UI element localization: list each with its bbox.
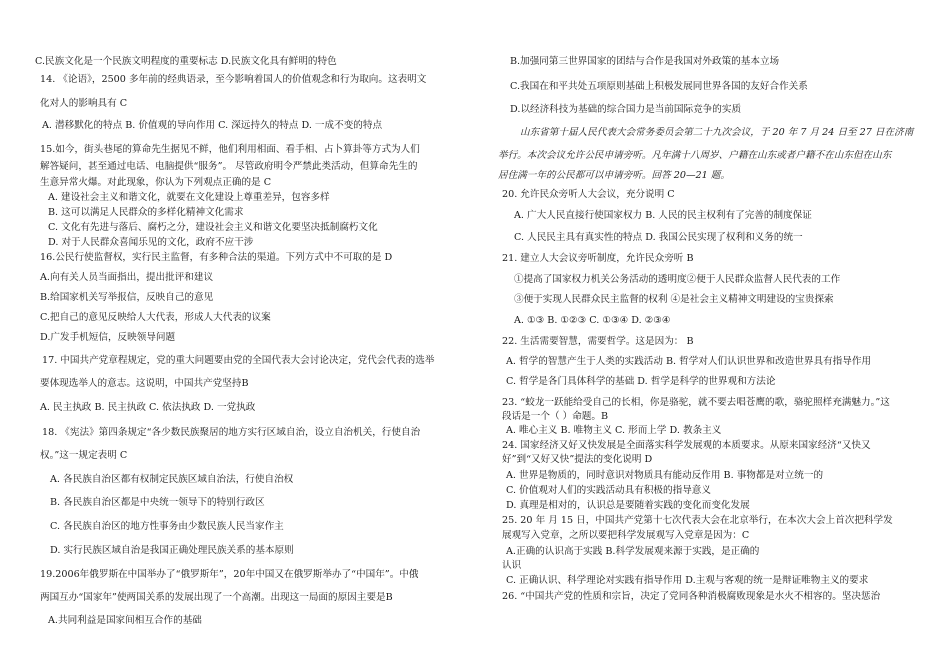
- right-line: D.以经济科技为基础的综合国力是当前国际竞争的实质: [510, 104, 742, 115]
- left-line: A. 潜移默化的特点 B. 价值观的导向作用 C. 深远持久的特点 D. 一成不变的特点: [42, 120, 383, 131]
- right-line: 24. 国家经济又好又快发展是全面落实科学发展观的本质要求。从原来国家经济“又快又: [502, 440, 871, 451]
- right-line: D. 真理是相对的，认识总是要随着实践的变化而变化发展: [506, 500, 750, 511]
- passage-line: 山东省第十届人民代表大会常务委员会第二十九次会议，于 20 年 7 月 24 日至 27 日在济南: [520, 127, 914, 138]
- left-line: 17. 中国共产党章程规定，党的重大问题要由党的全国代表大会讨论决定，党代会代表的选举: [42, 355, 435, 366]
- passage-line: 居住满一年的公民都可以申请旁听。回答 20—21 题。: [498, 170, 730, 181]
- right-line: C. 价值观对人们的实践活动具有积极的指导意义: [506, 485, 711, 496]
- left-line: 19.2006年俄罗斯在中国举办了“俄罗斯年”，20年中国又在俄罗斯举办了“中国年”。中俄: [40, 569, 419, 580]
- left-line: 14. 《论语》，2500 多年前的经典语录，至今影响着国人的价值观念和行为取向。这表明文: [40, 74, 427, 85]
- right-line: ③便于实现人民群众民主监督的权利 ④是社会主义精神文明建设的宝贵探索: [514, 294, 834, 305]
- left-line: C.民族文化是一个民族文明程度的重要标志 D.民族文化具有鲜明的特色: [35, 56, 337, 67]
- right-line: 展观写入党章，之所以要把科学发展观写入党章是因为：C: [502, 530, 750, 541]
- passage-line: 举行。本次会议允许公民申请旁听。凡年满十八周岁、户籍在山东或者户籍不在山东但在山东: [498, 150, 892, 161]
- left-line: B.给国家机关写举报信，反映自己的意见: [40, 292, 214, 303]
- left-line: D.广发手机短信，反映领导问题: [40, 332, 176, 343]
- left-line: C.把自己的意见反映给人大代表，形成人大代表的议案: [40, 312, 271, 323]
- left-line: A.向有关人员当面指出，提出批评和建议: [40, 272, 214, 283]
- right-line: A.正确的认识高于实践 B.科学发展观来源于实践，是正确的: [506, 546, 760, 557]
- left-line: A. 各民族自治区都有权制定民族区域自治法，行使自治权: [50, 474, 294, 485]
- right-line: 22. 生活需要智慧，需要哲学。这是因为： B: [502, 336, 694, 347]
- left-line: D. 实行民族区域自治是我国正确处理民族关系的基本原则: [50, 545, 294, 556]
- right-line: A. 世界是物质的，同时意识对物质具有能动反作用 B. 事物都是对立统一的: [506, 470, 824, 481]
- left-line: D. 对于人民群众喜闻乐见的文化，政府不应干涉: [48, 237, 254, 248]
- left-line: 生意异常火爆。对此现象，你认为下列观点正确的是 C: [40, 177, 272, 188]
- left-line: A. 建设社会主义和谐文化，就要在文化建设上尊重差异，包容多样: [48, 192, 330, 203]
- right-line: 21. 建立人大会议旁听制度，允许民众旁听 B: [502, 253, 694, 264]
- right-line: A. 广大人民直接行使国家权力 B. 人民的民主权利有了完善的制度保证: [514, 210, 812, 221]
- left-line: 权。”这一规定表明 C: [40, 450, 128, 461]
- left-line: 18. 《宪法》第四条规定“各少数民族聚居的地方实行区域自治，设立自治机关，行使自治: [42, 427, 421, 438]
- left-line: 15.如今，街头巷尾的算命先生据见不鲜，他们利用相面、看手相、占卜算卦等方式为人们: [40, 144, 420, 155]
- right-line: C. 正确认识、科学理论对实践有指导作用 D.主观与客观的统一是辩证唯物主义的要求: [506, 575, 869, 586]
- left-line: B. 各民族自治区都是中央统一领导下的特别行政区: [50, 497, 265, 508]
- right-line: A. 唯心主义 B. 唯物主义 C. 形而上学 D. 教条主义: [506, 425, 722, 436]
- left-line: C. 各民族自治区的地方性事务由少数民族人民当家作主: [50, 521, 284, 532]
- left-line: 解答疑问，甚至通过电话、电脑提供“服务”。 尽管政府明令严禁此类活动，但算命先生的: [40, 161, 418, 172]
- right-line: B.加强同第三世界国家的团结与合作是我国对外政策的基本立场: [510, 56, 780, 67]
- right-line: A. ①③ B. ①②③ C. ①③④ D. ②③④: [514, 315, 671, 326]
- right-line: 23. “蛟龙一跃能给受自己的长相，你是骆驼，就不要去唱苍鹰的歌，骆驼照样充满魅力。”这: [502, 397, 890, 408]
- left-line: 要体现选举人的意志。这说明，中国共产党坚持B: [40, 378, 249, 389]
- left-line: C. 文化有先进与落后、腐朽之分，建设社会主义和谐文化要坚决抵制腐朽文化: [48, 222, 378, 233]
- left-line: B. 这可以满足人民群众的多样化精神文化需求: [48, 207, 244, 218]
- right-line: 段话是一个（ ）命题。B: [502, 411, 609, 422]
- left-line: A. 民主执政 B. 民主执政 C. 依法执政 D. 一党执政: [40, 402, 256, 413]
- right-line: 20. 允许民众旁听人大会议，充分说明 C: [502, 189, 675, 200]
- right-line: 25. 20 年 月 15 日，中国共产党第十七次代表大会在北京举行，在本次大会上首次把科学发: [502, 515, 893, 526]
- right-line: 认识: [502, 560, 522, 571]
- left-line: 两国互办“国家年”使两国关系的发展出现了一个高潮。出现这一局面的原因主要是B: [40, 592, 393, 603]
- left-line: A.共同利益是国家间相互合作的基础: [48, 615, 202, 626]
- left-line: 16.公民行使监督权，实行民主监督，有多种合法的渠道。下列方式中不可取的是 D: [40, 252, 393, 263]
- right-line: 26. “中国共产党的性质和宗旨，决定了党同各种消极腐败现象是水火不相容的。坚决惩治: [502, 591, 881, 602]
- right-line: 好”到“又好又快”提法的变化说明 D: [502, 454, 653, 465]
- right-line: C.我国在和平共处五项原则基础上积极发展同世界各国的友好合作关系: [510, 81, 808, 92]
- right-line: C. 人民民主具有真实性的特点 D. 我国公民实现了权利和义务的统一: [514, 232, 803, 243]
- left-line: 化对人的影响具有 C: [40, 98, 128, 109]
- right-line: A. 哲学的智慧产生于人类的实践活动 B. 哲学对人们认识世界和改造世界具有指导作用: [506, 356, 872, 367]
- right-line: C. 哲学是各门具体科学的基础 D. 哲学是科学的世界观和方法论: [506, 376, 776, 387]
- right-line: ①提高了国家权力机关公务活动的透明度②便于人民群众监督人民代表的工作: [514, 274, 841, 285]
